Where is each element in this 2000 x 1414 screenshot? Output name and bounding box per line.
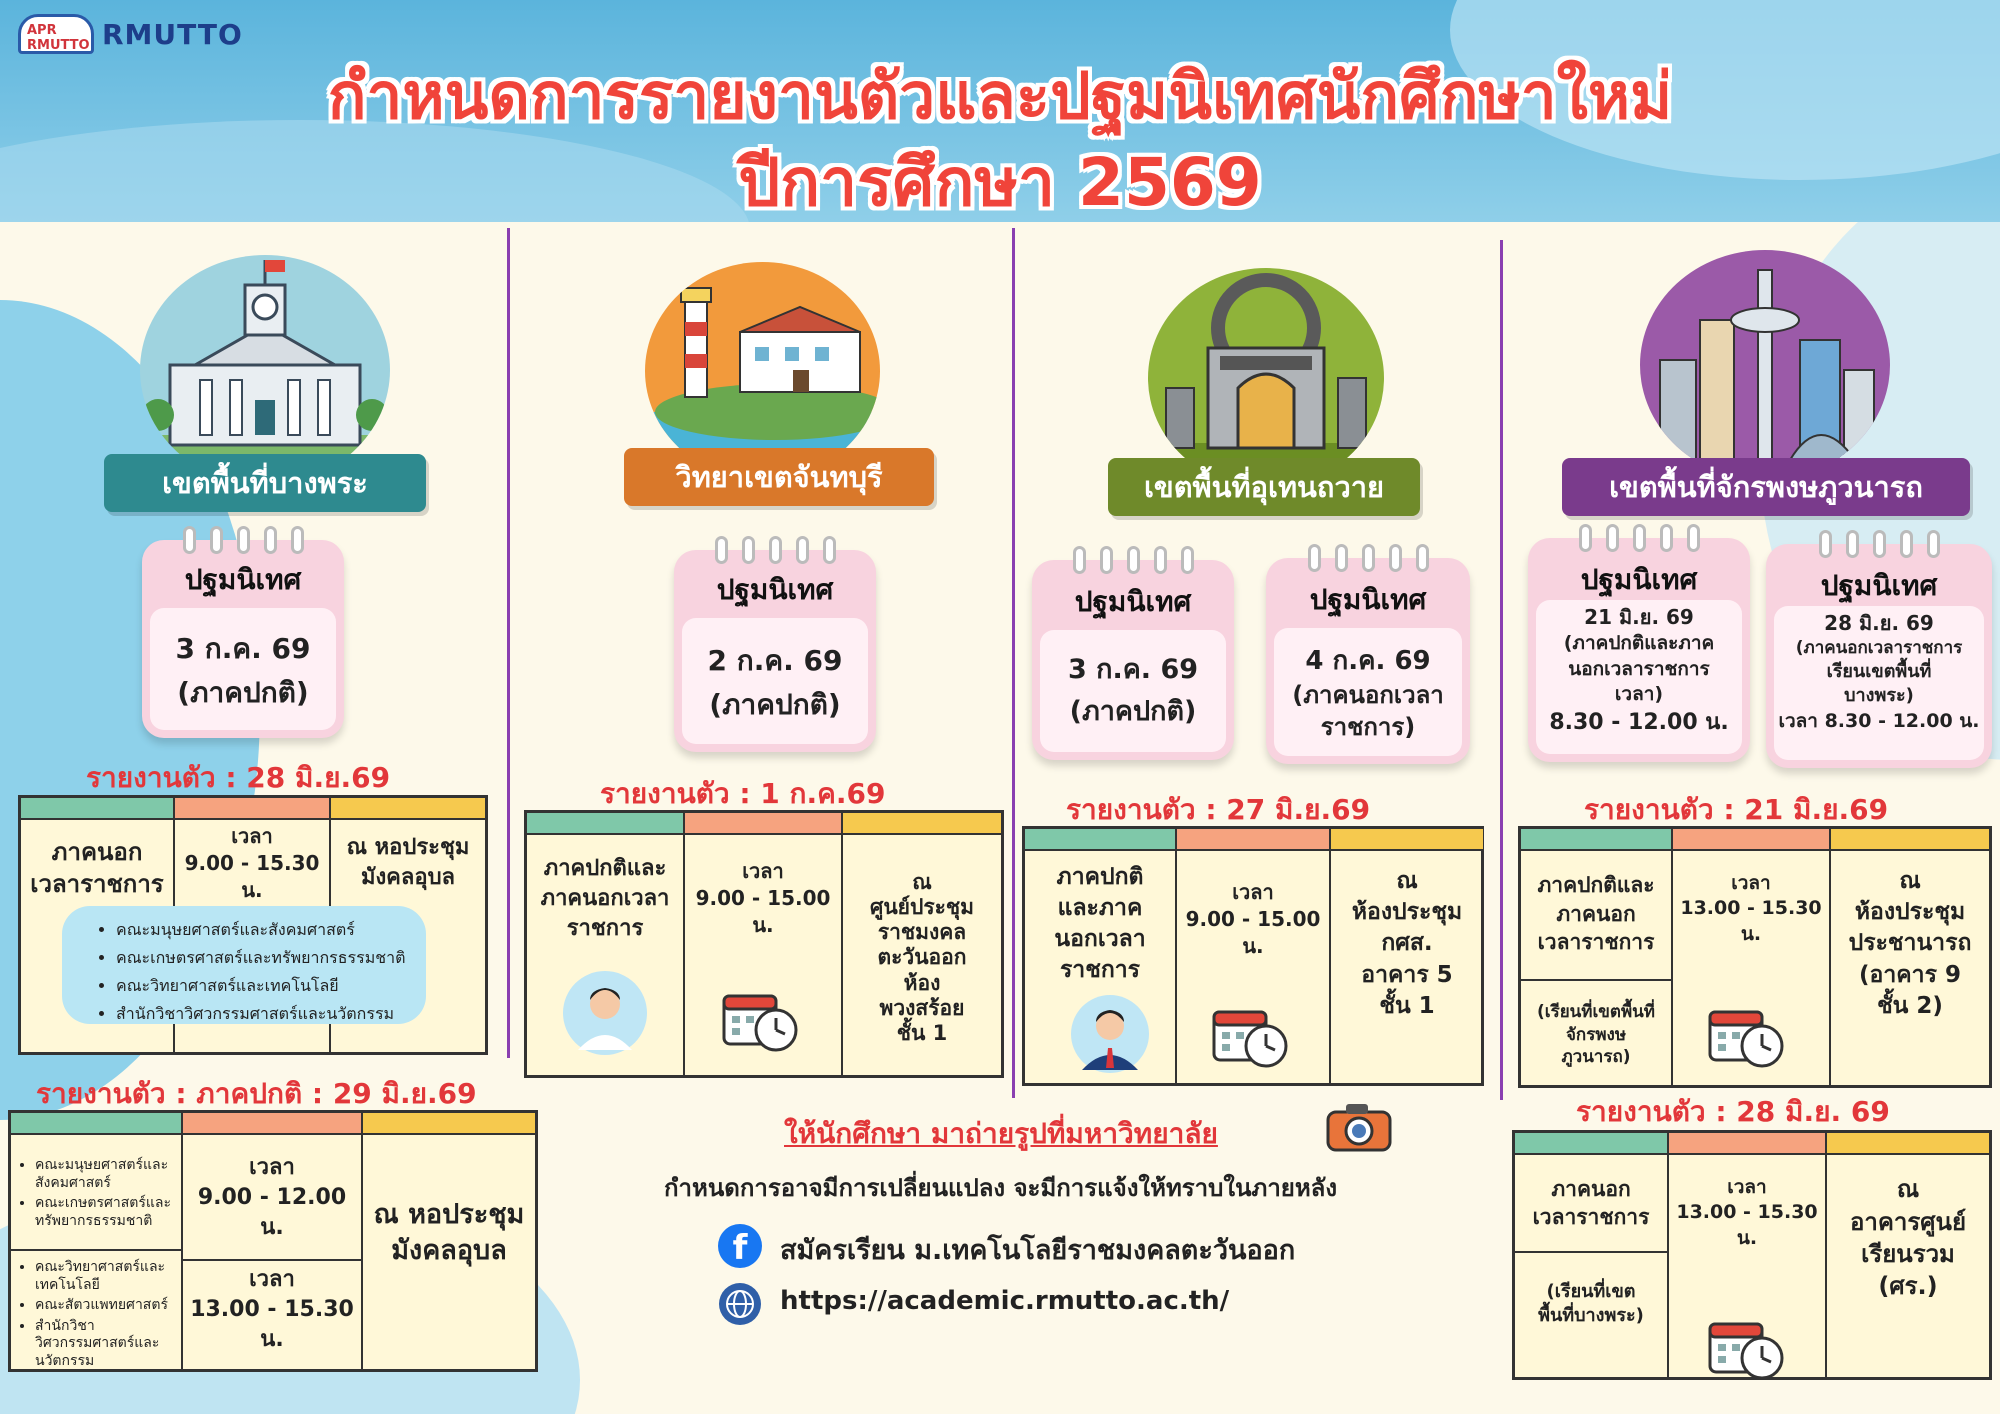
campus-ribbon-chanthaburi: วิทยาเขตจันทบุรี	[624, 448, 934, 506]
table-cell-time-label: เวลา	[1727, 1175, 1767, 1198]
orientation-date: 3 ก.ค. 69	[175, 632, 311, 665]
table-cell-time-label: เวลา	[231, 823, 273, 848]
table-cell-place: อาคารศูนย์	[1849, 1207, 1966, 1236]
table-cell-time-label: เวลา	[1731, 871, 1771, 894]
table-cell-time: 13.00 - 15.30 น.	[1680, 897, 1822, 945]
photo-notice: ให้นักศึกษา มาถ่ายรูปที่มหาวิทยาลัย	[784, 1117, 1218, 1150]
calendar-clock-icon	[1708, 1316, 1786, 1380]
globe-icon	[718, 1282, 762, 1326]
column-divider	[507, 228, 510, 1058]
orientation-date: 2 ก.ค. 69	[707, 644, 843, 677]
table-cell-place: (ศร.)	[1878, 1272, 1938, 1301]
table-cell-time-label: เวลา	[249, 1155, 295, 1181]
table-cell-time: 13.00 - 15.30 น.	[190, 1297, 354, 1352]
list-item: • คณะมนุษยศาสตร์และสังคมศาสตร์	[116, 918, 410, 943]
table-cell-place: พวงสร้อย	[879, 995, 965, 1020]
orientation-date: 21 มิ.ย. 69	[1584, 605, 1694, 629]
orientation-title: ปฐมนิเทศ	[1309, 583, 1427, 616]
orientation-note: ราชการ)	[1320, 713, 1416, 742]
table-cell-place: ตะวันออก	[877, 945, 967, 970]
orientation-note: (ภาคนอกเวลา	[1292, 681, 1444, 710]
orientation-title: ปฐมนิเทศ	[1820, 569, 1938, 602]
page-subtitle: ปีการศึกษา 2569	[738, 144, 1262, 221]
calendar-clock-icon	[1212, 1004, 1290, 1068]
table-cell-note: พื้นที่บางพระ)	[1538, 1305, 1644, 1326]
table-cell-place: ณ หอประชุม	[346, 835, 470, 861]
table-cell-note: (เรียนที่เขต	[1546, 1280, 1636, 1302]
camera-icon	[1326, 1102, 1392, 1152]
student-avatar-icon	[1070, 994, 1150, 1074]
student-avatar-icon	[562, 970, 648, 1056]
website-link[interactable]: https://academic.rmutto.ac.th/	[780, 1286, 1230, 1316]
table-cell-note: ภูวนารถ)	[1561, 1047, 1631, 1068]
table-cell-place: อาคาร 5	[1361, 961, 1453, 988]
orientation-calendar-chanthaburi	[674, 550, 876, 752]
faculty-list-bangphra	[62, 906, 426, 1024]
list-item: • คณะสัตวแพทยศาสตร์	[35, 1297, 177, 1315]
table-cell-program: ภาคนอก	[1551, 1176, 1631, 1201]
report-date-uthenthawai: รายงานตัว : 27 มิ.ย.69	[1066, 793, 1371, 826]
table-cell-place: (อาคาร 9	[1859, 961, 1961, 988]
report-date-chanthaburi: รายงานตัว : 1 ก.ค.69	[600, 777, 886, 810]
campus-ribbon-uthenthawai: เขตพื้นที่อุเทนถวาย	[1108, 458, 1420, 516]
table-cell-program: ภาคนอก	[51, 837, 143, 866]
orientation-note: เวลา)	[1614, 683, 1664, 706]
table-cell-note: (เรียนที่เขตพื้นที่	[1536, 1001, 1655, 1022]
report-date-chakrabongse-1: รายงานตัว : 21 มิ.ย.69	[1584, 793, 1889, 826]
list-item: • คณะวิทยาศาสตร์และเทคโนโลยี	[35, 1259, 177, 1294]
calendar-clock-icon	[1708, 1004, 1786, 1068]
faculty-group-2	[17, 1259, 177, 1373]
orientation-note: เรียนเขตพื้นที่	[1826, 660, 1932, 682]
table-cell-program: ราชการ	[566, 915, 644, 941]
table-cell-program: และภาค	[1057, 894, 1143, 921]
orientation-time: เวลา 8.30 - 12.00 น.	[1778, 709, 1980, 732]
orientation-note: (ภาคปกติและภาค	[1563, 632, 1715, 654]
faculty-group-1	[17, 1157, 177, 1233]
table-cell-time: 9.00 - 15.00 น.	[1185, 906, 1321, 958]
column-divider	[1500, 240, 1503, 1100]
column-divider	[1012, 228, 1015, 1098]
facebook-link[interactable]: สมัครเรียน ม.เทคโนโลยีราชมงคลตะวันออก	[780, 1235, 1296, 1266]
city-illustration-chakrabongse	[1640, 250, 1890, 480]
table-cell-program: เวลาราชการ	[1537, 930, 1655, 955]
table-cell-time: 9.00 - 15.30 น.	[184, 850, 320, 902]
table-cell-place: ณ	[1396, 868, 1418, 895]
table-cell-place: ณ หอประชุม	[373, 1198, 525, 1230]
orientation-note: (ภาคนอกเวลาราชการ	[1795, 638, 1963, 658]
list-item: • คณะเกษตรศาสตร์และทรัพยากรธรรมชาติ	[35, 1195, 177, 1230]
table-cell-program: นอกเวลา	[1054, 926, 1146, 952]
orientation-note: (ภาคปกติ)	[177, 675, 309, 709]
table-cell-place: ณ	[1896, 1175, 1920, 1204]
orientation-note: (ภาคปกติ)	[709, 687, 841, 721]
logo-text: RMUTTO	[102, 17, 243, 51]
report-table-bangphra-2	[8, 1110, 538, 1372]
orientation-title: ปฐมนิเทศ	[184, 563, 302, 596]
table-cell-program: ภาคปกติและ	[543, 856, 667, 882]
orientation-date: 28 มิ.ย. 69	[1824, 611, 1934, 635]
table-cell-program: ภาคนอกเวลา	[540, 886, 670, 912]
list-item: • คณะมนุษยศาสตร์และสังคมศาสตร์	[35, 1157, 177, 1192]
orientation-calendar-uthenthawai-1	[1032, 560, 1234, 760]
gate-illustration-uthenthawai	[1148, 268, 1384, 488]
orientation-note: (ภาคปกติ)	[1069, 696, 1197, 728]
orientation-note: บางพระ)	[1844, 685, 1914, 707]
table-cell-program: เวลาราชการ	[1532, 1205, 1650, 1229]
table-cell-time: 9.00 - 15.00 น.	[695, 885, 831, 937]
table-cell-program: ราชการ	[1059, 957, 1141, 984]
orientation-calendar-chakrabongse-2	[1766, 544, 1992, 768]
table-cell-place: มังคลอุบล	[391, 1235, 507, 1266]
table-cell-place: ณ	[912, 869, 932, 894]
orientation-time: 8.30 - 12.00 น.	[1549, 709, 1729, 735]
orientation-title: ปฐมนิเทศ	[1074, 585, 1192, 618]
table-cell-place: ณ	[1899, 868, 1921, 895]
table-cell-time-label: เวลา	[249, 1267, 295, 1293]
list-item: • คณะวิทยาศาสตร์และเทคโนโลยี	[116, 974, 410, 999]
report-date-bangphra-1: รายงานตัว : 28 มิ.ย.69	[86, 761, 391, 794]
table-cell-program: เวลาราชการ	[30, 870, 164, 898]
table-cell-program: ภาคปกติและ	[1537, 873, 1655, 898]
orientation-calendar-bangphra	[142, 540, 344, 738]
orientation-calendar-uthenthawai-2	[1266, 558, 1470, 764]
facebook-icon: f	[718, 1224, 762, 1268]
list-item: • สำนักวิชาวิศวกรรมศาสตร์และนวัตกรรม	[35, 1318, 177, 1371]
table-cell-time: 13.00 - 15.30 น.	[1676, 1201, 1818, 1249]
table-cell-place: ชั้น 2)	[1877, 992, 1943, 1019]
list-item: • คณะเกษตรศาสตร์และทรัพยากรธรรมชาติ	[116, 946, 410, 971]
table-cell-place: มังคลอุบล	[360, 865, 456, 890]
calendar-clock-icon	[722, 988, 800, 1052]
orientation-title: ปฐมนิเทศ	[1580, 563, 1698, 596]
orientation-date: 3 ก.ค. 69	[1067, 654, 1199, 685]
table-cell-place: ศูนย์ประชุม	[870, 895, 974, 920]
campus-ribbon-bangphra: เขตพื้นที่บางพระ	[104, 454, 426, 512]
table-cell-place: ชั้น 1	[1379, 992, 1435, 1019]
logo-badge: APR RMUTTO	[18, 14, 94, 54]
table-cell-place: ห้องประชุม	[1351, 899, 1463, 926]
schedule-change-notice: กำหนดการอาจมีการเปลี่ยนแปลง จะมีการแจ้งให้ทราบในภายหลัง	[664, 1174, 1338, 1202]
table-cell-time: 9.00 - 12.00 น.	[197, 1185, 347, 1240]
table-cell-place: ห้องประชุม	[1854, 899, 1966, 926]
page-title: กำหนดการรายงานตัวและปฐมนิเทศนักศึกษาใหม่	[327, 60, 1673, 134]
table-cell-place: ห้อง	[903, 970, 941, 995]
list-item: • สำนักวิชาวิศวกรรมศาสตร์และนวัตกรรม	[116, 1002, 410, 1027]
table-cell-time-label: เวลา	[1232, 879, 1274, 904]
orientation-date: 4 ก.ค. 69	[1305, 646, 1431, 676]
table-cell-program: ภาคปกติ	[1056, 863, 1144, 890]
table-cell-place: ประชานารถ	[1848, 930, 1972, 957]
table-cell-note: จักรพงษ	[1565, 1024, 1627, 1045]
orientation-calendar-chakrabongse-1	[1528, 538, 1750, 762]
table-cell-place: ชั้น 1	[896, 1020, 948, 1045]
orientation-title: ปฐมนิเทศ	[716, 573, 834, 606]
table-cell-program: ภาคนอก	[1556, 901, 1636, 926]
table-cell-place: กศส.	[1381, 930, 1433, 957]
report-date-bangphra-2: รายงานตัว : ภาคปกติ : 29 มิ.ย.69	[36, 1077, 477, 1110]
table-cell-place: เรียนรวม	[1861, 1240, 1955, 1268]
table-cell-time-label: เวลา	[742, 858, 784, 883]
report-date-chakrabongse-2: รายงานตัว : 28 มิ.ย. 69	[1576, 1095, 1890, 1128]
building-illustration-bangphra	[140, 255, 390, 485]
campus-ribbon-chakrabongse: เขตพื้นที่จักรพงษภูวนารถ	[1562, 458, 1970, 516]
orientation-note: นอกเวลาราชการ	[1568, 657, 1710, 680]
table-cell-place: ราชมงคล	[877, 920, 967, 945]
